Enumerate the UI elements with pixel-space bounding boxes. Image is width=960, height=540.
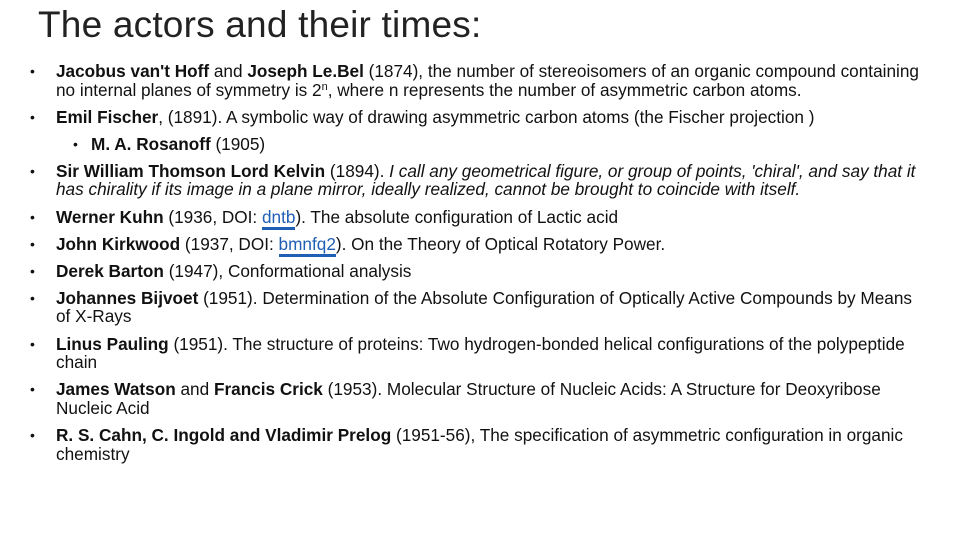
item-names: Linus Pauling [56, 333, 169, 354]
item-names: Jacobus van't Hoff [56, 61, 210, 81]
item-text-2: , where n represents the number of asymmetric carbon atoms. [327, 79, 802, 100]
list-item-pauling [30, 335, 930, 372]
item-text: (1951-56), The specification of asymmetric configuration in organic chemistry [56, 424, 903, 464]
list-item-kuhn [30, 208, 930, 227]
item-names-2: Joseph Le.Bel [247, 61, 364, 81]
list-item-fischer [30, 108, 930, 127]
item-names: M. A. Rosanoff [91, 133, 211, 154]
doi-link-dntb[interactable]: dntb [262, 207, 295, 230]
page-title: The actors and their times: [38, 4, 482, 45]
item-text: (1936, DOI: [163, 206, 262, 227]
bullet-list [30, 62, 930, 472]
item-text: (1905) [210, 133, 266, 154]
item-names: James Watson [56, 379, 176, 400]
item-text: (1951). Determination of the Absolute Configuration of Optically Active Compounds by Means of X-Rays [56, 287, 912, 327]
item-quote: I call any geometrical figure, or group of points, 'chiral', and say that it has chirality if its image in a plane mirror, ideally realized, cannot be brought to coincide with itself. [56, 160, 916, 200]
item-conjunction: and [209, 61, 248, 81]
list-item-bijvoet [30, 289, 930, 326]
item-superscript: n [321, 80, 328, 93]
item-names: Werner Kuhn [56, 206, 164, 227]
item-conjunction: and [175, 379, 214, 400]
item-names: R. S. Cahn, C. Ingold and Vladimir Prelog [56, 424, 392, 445]
item-names: Emil Fischer [56, 106, 159, 127]
list-item-van-t-hoff [30, 62, 930, 99]
item-names: Sir William Thomson Lord Kelvin [56, 160, 326, 181]
item-text: (1951). The structure of proteins: Two hydrogen-bonded helical configurations of the polypeptide chain [56, 333, 905, 373]
item-text-2: ). On the Theory of Optical Rotatory Power. [335, 233, 666, 254]
item-text: (1894). [325, 160, 390, 181]
list-item-barton [30, 262, 930, 281]
list-item-watson-crick [30, 380, 930, 417]
item-text: (1874), the number of stereoisomers of an organic compound containing no internal planes of symmetry is 2 [56, 61, 919, 100]
item-text: , (1891). A symbolic way of drawing asymmetric carbon atoms (the Fischer projection ) [158, 106, 815, 127]
list-item-rosanoff [30, 135, 930, 154]
item-names: John Kirkwood [56, 233, 181, 254]
doi-link-bmnfq2[interactable]: bmnfq2 [279, 234, 336, 257]
item-names: Derek Barton [56, 260, 164, 281]
item-text: (1937, DOI: [180, 233, 279, 254]
list-item-kirkwood [30, 235, 930, 254]
list-item-kelvin [30, 162, 930, 199]
list-item-cahn-ingold-prelog [30, 426, 930, 463]
item-names-2: Francis Crick [213, 379, 323, 400]
item-text: (1953). Molecular Structure of Nucleic Acids: A Structure for Deoxyribose Nucleic Acid [56, 379, 881, 418]
item-names: Johannes Bijvoet [56, 287, 199, 308]
item-text-2: ). The absolute configuration of Lactic acid [295, 206, 619, 227]
item-text: (1947), Conformational analysis [163, 260, 412, 281]
